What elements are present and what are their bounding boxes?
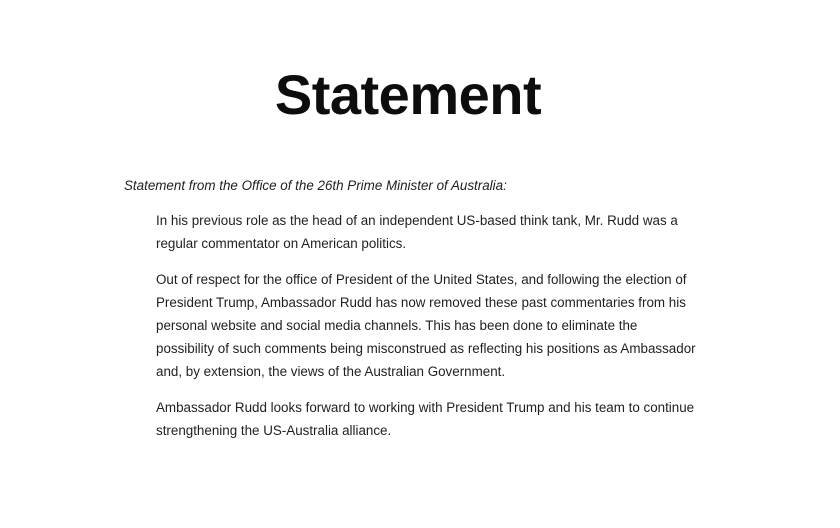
page-title: Statement [274,63,542,126]
statement-paragraph: In his previous role as the head of an independent US-based think tank, Mr. Rudd was a regular commentator on American politics. [156,213,678,251]
statement-paragraph: Out of respect for the office of President of the United States, and following the election of President Trump, Ambassador Rudd has now removed these past commentaries from his personal website and social media channels. This has been done to eliminate the possibility of such comments being misconstrued as reflecting his positions as Ambassador and, by extension, the views of the Australian Government. [156,272,696,379]
statement-quote [156,209,696,455]
statement-intro: Statement from the Office of the 26th Prime Minister of Australia: [124,178,507,193]
statement-paragraph: Ambassador Rudd looks forward to working with President Trump and his team to continue strengthening the US-Australia alliance. [156,400,695,438]
